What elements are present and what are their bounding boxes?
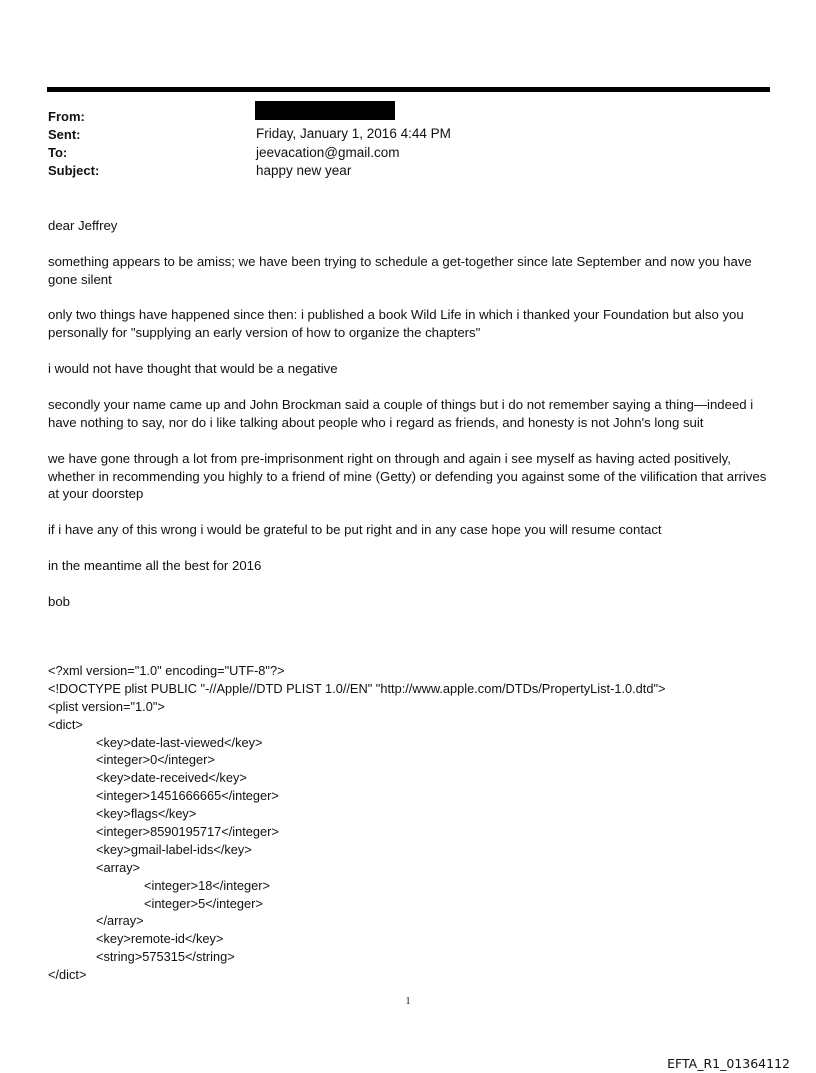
subject-label: Subject: bbox=[48, 163, 100, 178]
sent-value: Friday, January 1, 2016 4:44 PM bbox=[256, 126, 451, 141]
body-paragraph: only two things have happened since then: i published a book Wild Life in which i thanked your Foundation but also you personally for "supplying an early version of how to organize the chapters" bbox=[48, 307, 744, 340]
xml-line: </array> bbox=[96, 913, 144, 929]
xml-line: <?xml version="1.0" encoding="UTF-8"?> bbox=[48, 663, 285, 678]
xml-line: <key>remote-id</key> bbox=[96, 931, 224, 947]
to-value: jeevacation@gmail.com bbox=[256, 145, 400, 160]
document-id: EFTA_R1_01364112 bbox=[667, 1056, 790, 1071]
xml-line: <integer>1451666665</integer> bbox=[96, 788, 279, 804]
xml-line: <array> bbox=[96, 859, 141, 875]
body-paragraph: something appears to be amiss; we have been trying to schedule a get-together since late September and now you have gone silent bbox=[48, 254, 752, 287]
xml-line: <integer>0</integer> bbox=[96, 752, 215, 768]
body-paragraph: if i have any of this wrong i would be grateful to be put right and in any case hope you will resume contact bbox=[48, 522, 662, 537]
body-paragraph: in the meantime all the best for 2016 bbox=[48, 558, 262, 573]
xml-line: <plist version="1.0"> bbox=[48, 698, 165, 714]
xml-line: <string>575315</string> bbox=[96, 949, 235, 965]
from-label: From: bbox=[48, 109, 85, 124]
xml-line: <key>gmail-label-ids</key> bbox=[96, 841, 252, 857]
xml-line: </dict> bbox=[48, 967, 87, 983]
xml-line: <key>date-received</key> bbox=[96, 770, 247, 786]
body-paragraph: we have gone through a lot from pre-imprisonment right on through and again i see myself as having acted positively, whether in recommending you highly to a friend of mine (Getty) or defending you against some of the vilification that arrives at your doorstep bbox=[48, 451, 767, 501]
to-label: To: bbox=[48, 145, 68, 160]
xml-line: <integer>18</integer> bbox=[144, 877, 270, 893]
xml-line: <dict> bbox=[48, 716, 83, 732]
page-number: 1 bbox=[405, 996, 411, 1007]
sent-label: Sent: bbox=[48, 127, 81, 142]
body-paragraph: i would not have thought that would be a negative bbox=[48, 361, 338, 376]
from-redaction bbox=[255, 101, 395, 120]
plist-xml-block bbox=[48, 662, 768, 984]
xml-line: <key>date-last-viewed</key> bbox=[96, 734, 263, 750]
header-rule bbox=[47, 87, 770, 92]
subject-value: happy new year bbox=[256, 163, 352, 178]
xml-line: <!DOCTYPE plist PUBLIC "-//Apple//DTD PLIST 1.0//EN" "http://www.apple.com/DTDs/PropertyList-1.0.dtd"> bbox=[48, 680, 666, 696]
body-paragraph: secondly your name came up and John Brockman said a couple of things but i do not remember saying a thing—indeed i have nothing to say, nor do i like talking about people who i regard as friends, and honesty is not John's long suit bbox=[48, 397, 754, 430]
signature: bob bbox=[48, 594, 71, 609]
body-paragraph: dear Jeffrey bbox=[48, 218, 118, 233]
xml-line: <integer>5</integer> bbox=[144, 895, 263, 911]
xml-line: <integer>8590195717</integer> bbox=[96, 824, 279, 840]
xml-line: <key>flags</key> bbox=[96, 806, 197, 822]
